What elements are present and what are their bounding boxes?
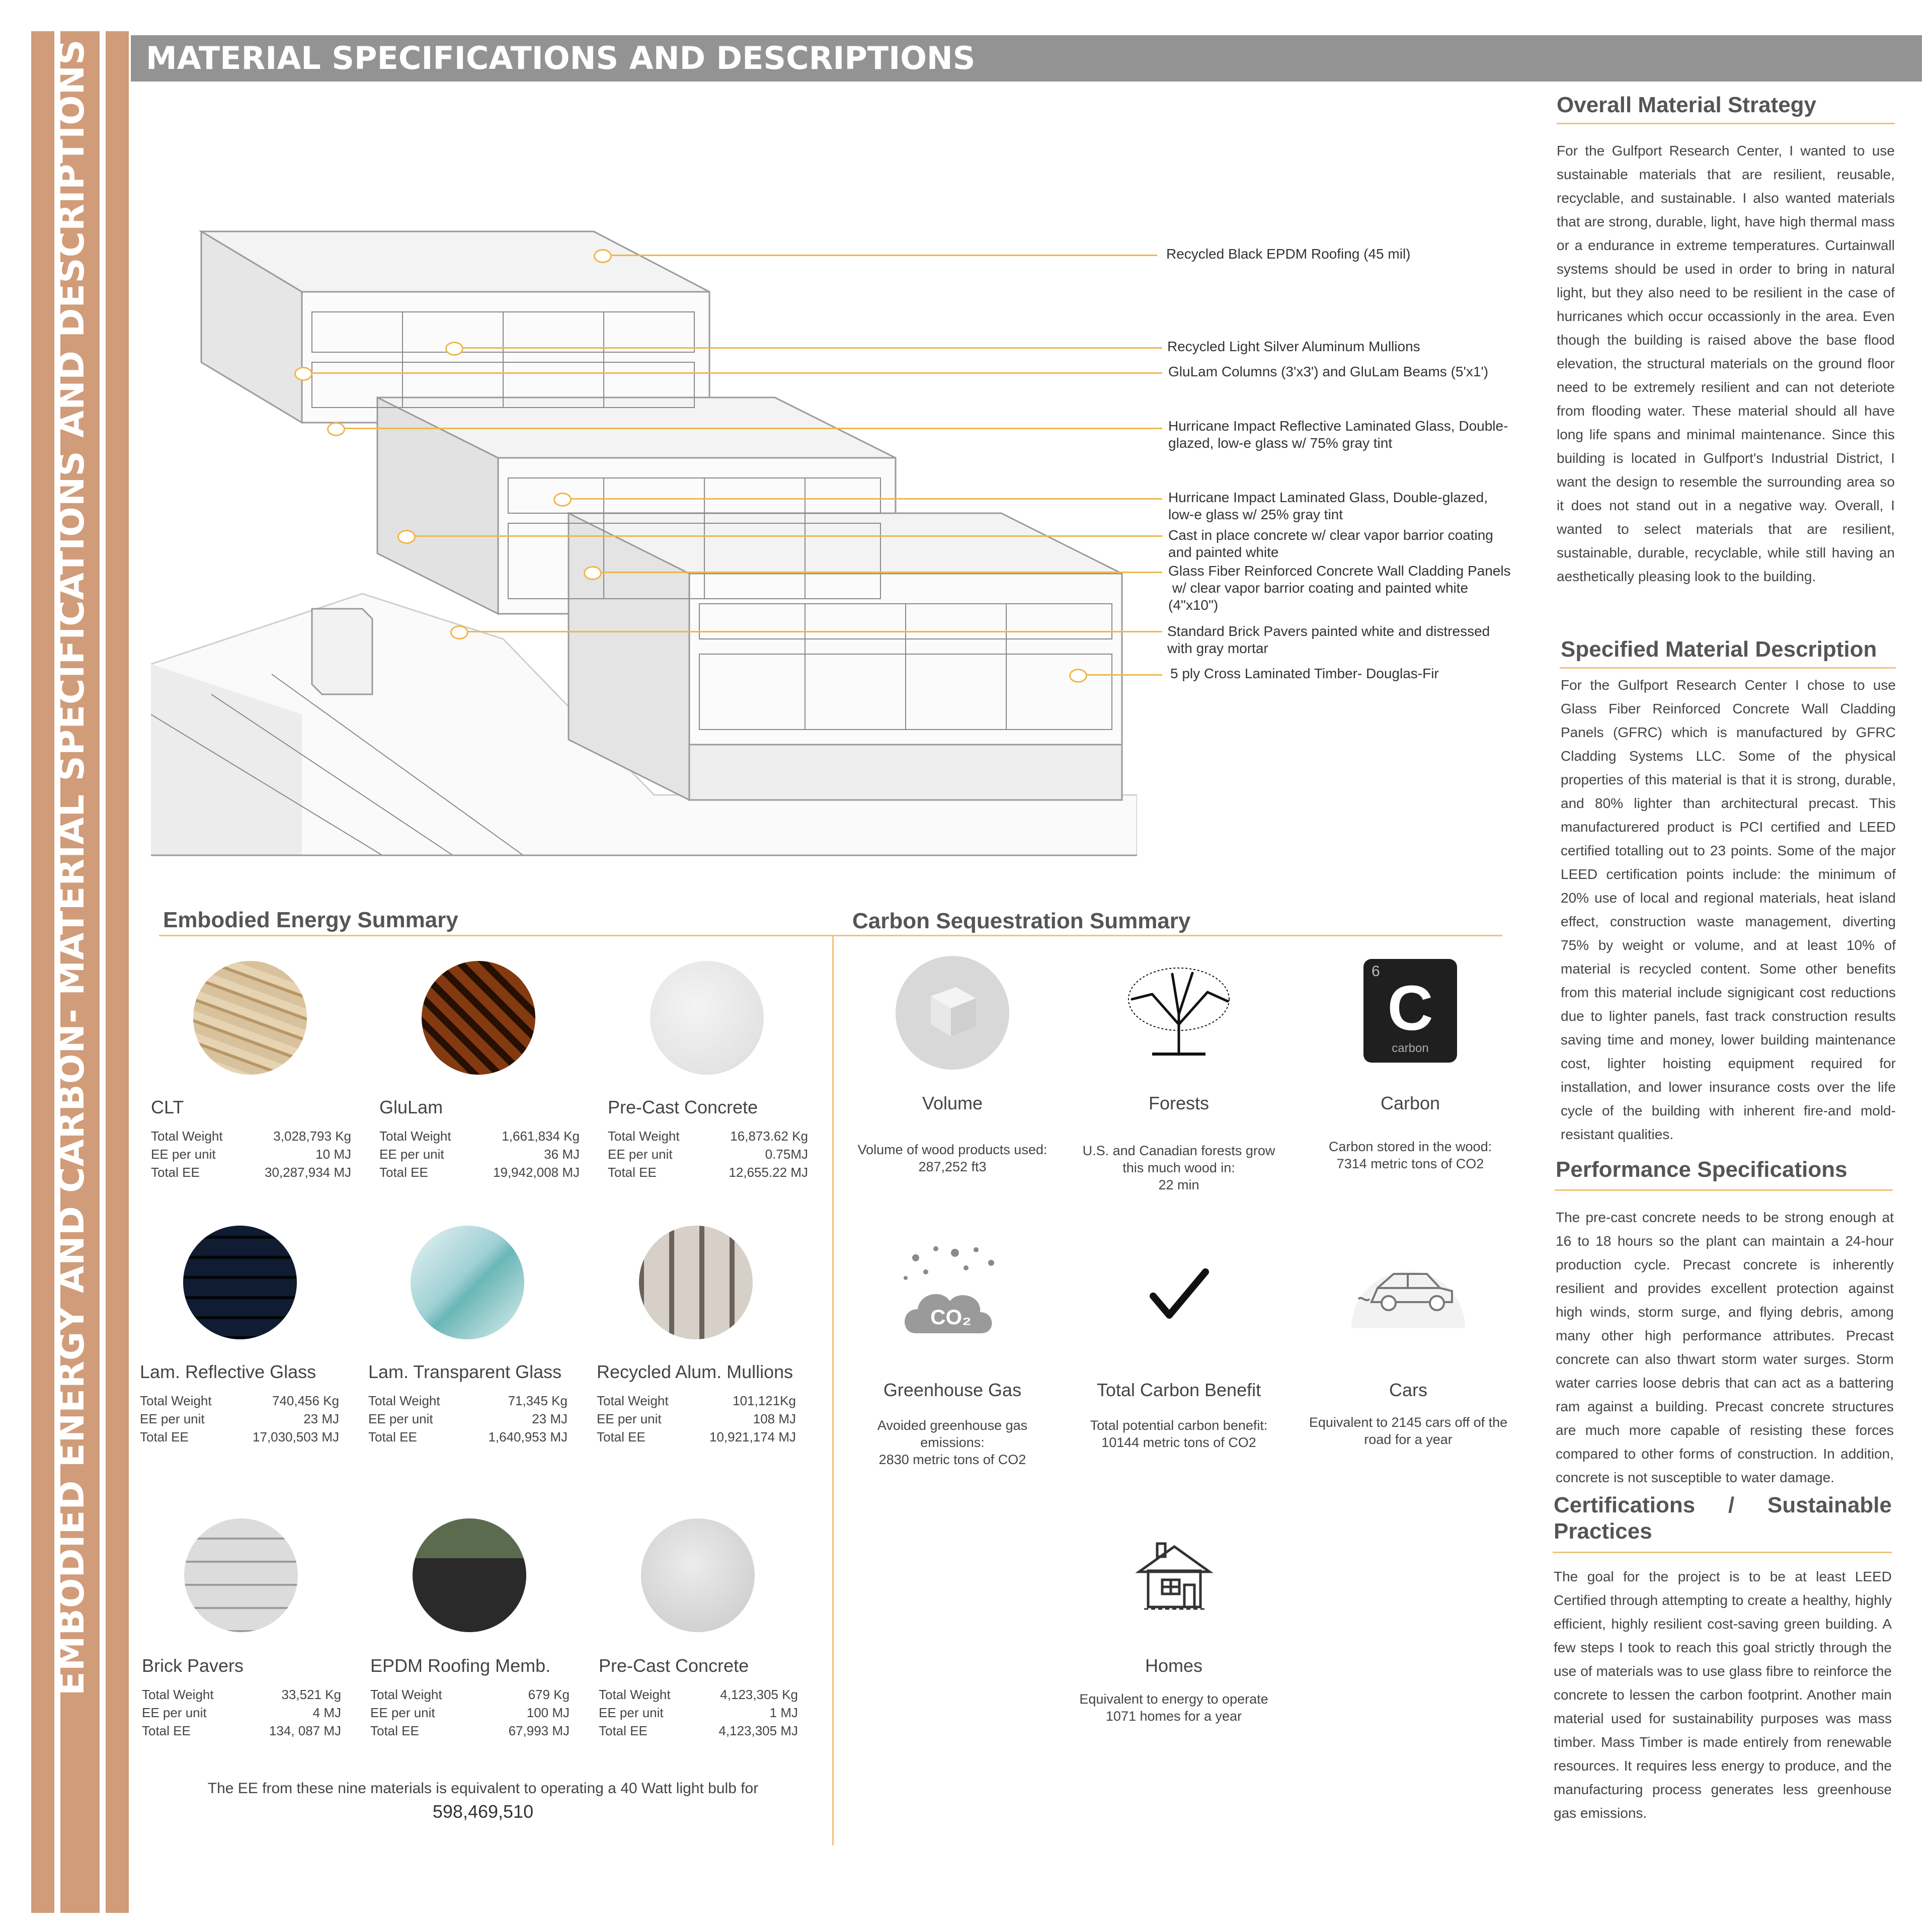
house-icon [1134, 1542, 1215, 1612]
tree-icon [1122, 959, 1236, 1060]
material-stats: Total Weight 679 Kg EE per unit 100 MJ Total EE 67,993 MJ [370, 1687, 570, 1738]
mullions-image [639, 1226, 753, 1339]
material-stats: Total Weight 3,028,793 Kg EE per unit 10 MJ Total EE 30,287,934 MJ [151, 1129, 351, 1180]
section-rule [833, 935, 1502, 936]
heading-rule [1555, 1189, 1893, 1191]
performance-heading: Performance Specifications [1556, 1157, 1847, 1182]
carbon-element-icon [1363, 959, 1457, 1063]
heading-rule [1560, 667, 1896, 669]
carbon-icon-word: carbon [1392, 1041, 1429, 1055]
co2-label: CO₂ [930, 1305, 972, 1329]
carbon-item-desc: Equivalent to energy to operate 1071 homes for a year [1079, 1692, 1268, 1724]
callout-marker [450, 625, 468, 639]
precast-concrete-image [650, 961, 764, 1075]
material-name: CLT [151, 1097, 184, 1117]
building-axonometric-drawing [151, 211, 1137, 865]
epdm-roofing-image [413, 1518, 526, 1632]
material-stats: Total Weight 71,345 Kg EE per unit 23 MJ Total EE 1,640,953 MJ [368, 1393, 568, 1444]
certifications-heading: Certifications / Sustainable Practices [1554, 1493, 1892, 1544]
transparent-glass-image [411, 1226, 524, 1339]
strategy-heading: Overall Material Strategy [1557, 93, 1817, 117]
carbon-item-desc: Avoided greenhouse gas emissions: 2830 metric tons of CO2 [877, 1418, 1028, 1467]
leader-line [405, 535, 1162, 537]
carbon-item-name: Forests [1148, 1093, 1210, 1113]
carbon-item-name: Total Carbon Benefit [1096, 1380, 1261, 1400]
callout-marker [553, 493, 572, 507]
brick-pavers-image [184, 1518, 298, 1632]
carbon-item-desc: Equivalent to 2145 cars off of the road for a year [1309, 1415, 1508, 1447]
carbon-item-name: Carbon [1380, 1093, 1440, 1113]
car-icon [1351, 1243, 1465, 1328]
callout-marker [327, 422, 345, 436]
carbon-sequestration-heading: Carbon Sequestration Summary [852, 909, 1191, 933]
side-title: EMBODIED ENERGY AND CARBON- MATERIAL SPECIFICATIONS AND DESCRIPTIONS [51, 39, 92, 1696]
callout-clt: 5 ply Cross Laminated Timber- Douglas-Fir [1170, 666, 1439, 681]
material-name: EPDM Roofing Memb. [370, 1655, 551, 1676]
leader-line [1077, 674, 1162, 676]
leader-line [302, 372, 1162, 374]
ee-equivalence-note: The EE from these nine materials is equivalent to operating a 40 Watt light bulb for [207, 1780, 759, 1797]
callout-laminated-glass: Hurricane Impact Laminated Glass, Double-glazed, low-e glass w/ 25% gray tint [1168, 490, 1488, 522]
callout-marker [397, 530, 416, 544]
callout-marker [1069, 669, 1087, 683]
carbon-item-name: Volume [922, 1093, 983, 1113]
carbon-item-name: Greenhouse Gas [883, 1380, 1022, 1400]
material-name: Lam. Transparent Glass [368, 1361, 562, 1382]
leader-line [453, 347, 1162, 349]
leader-line [591, 572, 1162, 573]
callout-cast-concrete: Cast in place concrete w/ clear vapor barrior coating and painted white [1168, 527, 1493, 560]
embodied-energy-heading: Embodied Energy Summary [163, 908, 458, 932]
material-stats: Total Weight 740,456 Kg EE per unit 23 MJ Total EE 17,030,503 MJ [140, 1393, 339, 1444]
page-title: MATERIAL SPECIFICATIONS AND DESCRIPTIONS [146, 40, 976, 76]
callout-aluminum-mullions: Recycled Light Silver Aluminum Mullions [1167, 339, 1420, 354]
carbon-item-desc: Volume of wood products used: 287,252 ft3 [857, 1142, 1048, 1174]
callout-marker [584, 566, 602, 580]
precast-concrete-image [641, 1518, 755, 1632]
heading-rule [1557, 123, 1895, 124]
column-divider [832, 935, 834, 1845]
callout-marker [294, 367, 312, 381]
carbon-item-desc: Carbon stored in the wood: 7314 metric tons of CO2 [1328, 1139, 1492, 1171]
carbon-item-desc: Total potential carbon benefit: 10144 metric tons of CO2 [1090, 1418, 1268, 1450]
callout-gfrc-panels: Glass Fiber Reinforced Concrete Wall Cladding Panels w/ clear vapor barrior coating and painted white (4"x10") [1168, 563, 1511, 613]
specified-text: For the Gulfport Research Center I chose to use Glass Fiber Reinforced Concrete Wall Cladding Panels (GFRC) which is manufactured by GFRC Cladding Systems LLC. Some of the physical properties of this material is that it is strong, durable, and 80% lighter than architectural precast. This manufacturered product is PCI certified and LEED certified totalling out to 23 points. Some of the major LEED certification points include: the minimum of 20% use of local and regional materials, heat island effect, construction waste management, diverting 75% by weight or volume, and at least 10% of material is recycled content. Some other benefits from this material include signigicant cost reductions due to lighter panels, fast track construction results saving time and money, lower building maintenance cost, lighter hoisting equipment required for installation, and lower insurance costs over the life cycle of the building with inherent fire-and mold- resistant qualities. [1561, 677, 1896, 1142]
callout-reflective-glass: Hurricane Impact Reflective Laminated Glass, Double- glazed, low-e glass w/ 75% gray tint [1168, 418, 1508, 451]
leader-line [458, 631, 1162, 632]
callout-brick-pavers: Standard Brick Pavers painted white and distressed with gray mortar [1167, 623, 1490, 656]
ee-equivalence-value: 598,469,510 [432, 1801, 534, 1822]
specified-heading: Specified Material Description [1561, 637, 1877, 662]
carbon-item-name: Homes [1145, 1655, 1203, 1676]
material-name: Pre-Cast Concrete [599, 1655, 749, 1676]
material-stats: Total Weight 1,661,834 Kg EE per unit 36 MJ Total EE 19,942,008 MJ [379, 1129, 580, 1180]
callout-glulam: GluLam Columns (3'x3') and GluLam Beams (5'x1') [1168, 364, 1489, 379]
cube-icon [896, 956, 1009, 1070]
leader-line [604, 255, 1157, 256]
material-stats: Total Weight 33,521 Kg EE per unit 4 MJ Total EE 134, 087 MJ [142, 1687, 341, 1738]
callout-marker [594, 249, 612, 263]
material-name: Pre-Cast Concrete [608, 1097, 758, 1117]
heading-rule [1553, 1552, 1892, 1553]
material-stats: Total Weight 4,123,305 Kg EE per unit 1 MJ Total EE 4,123,305 MJ [599, 1687, 798, 1738]
material-stats: Total Weight 16,873.62 Kg EE per unit 0.75MJ Total EE 12,655.22 MJ [608, 1129, 808, 1180]
performance-text: The pre-cast concrete needs to be strong enough at 16 to 18 hours so the plant can maintain a 24-hour production cycle. Precast concrete is inherently resilient and provides excellent protection against high winds, storm surge, and flying debris, among many other high performance attributes. Precast concrete can also thwart storm water surges. Storm water carries loose debris that can act as a battering ram against a building. Precast concrete structures are much more capable of resisting these forces compared to other forms of construction. In addition, concrete is not susceptible to water damage. [1556, 1210, 1894, 1485]
section-rule [159, 935, 833, 936]
callout-marker [445, 342, 463, 356]
clt-image [193, 961, 307, 1075]
material-name: Recycled Alum. Mullions [597, 1361, 793, 1382]
material-stats: Total Weight 101,121Kg EE per unit 108 MJ Total EE 10,921,174 MJ [597, 1393, 796, 1444]
material-name: Lam. Reflective Glass [140, 1361, 316, 1382]
checkmark-icon [1143, 1265, 1214, 1325]
leader-line [561, 498, 1162, 500]
co2-cloud-icon [896, 1243, 1006, 1338]
callout-epdm-roofing: Recycled Black EPDM Roofing (45 mil) [1166, 246, 1411, 262]
material-name: Brick Pavers [142, 1655, 244, 1676]
certifications-text: The goal for the project is to be at least LEED Certified through attempting to create a healthy, highly efficient, highly resilient cost-saving green building. A few steps I took to reach this goal strictly through the use of materials was to use glass fibre to reinforce the concrete to lessen the carbon footprint. Another main material used for sustainability purposes was mass timber. Mass Timber is made entirely from renewable resources. It requires less energy to produce, and the manufacturing process generates less greenhouse gas emissions. [1554, 1569, 1892, 1821]
leader-line [335, 428, 1162, 429]
glulam-image [422, 961, 535, 1075]
carbon-item-name: Cars [1389, 1380, 1427, 1400]
accent-bar-right [106, 31, 129, 1913]
carbon-item-desc: U.S. and Canadian forests grow this much wood in: 22 min [1082, 1143, 1275, 1192]
carbon-icon-number: 6 [1372, 963, 1380, 980]
material-name: GluLam [379, 1097, 443, 1117]
strategy-text: For the Gulfport Research Center, I wanted to use sustainable materials that are resilient, reusable, recyclable, and sustainable. I also wanted materials that are strong, durable, light, have high thermal mass or a endurance in extreme temperatures. Curtainwall systems should be used in order to bring in natural light, but they also need to be resilient in the case of hurricanes which occur occassionly in the area. Even though the building is raised above the base flood elevation, the structural materials on the ground floor need to be extremely resilient and can not deteriote from flooding water. These material should all have long life spans and minimal maintenance. Since this building is located in Gulfport's Industrial District, I want the design to resemble the surrounding area so it does not stand out in a negative way. Overall, I wanted to select materials that are resilient, sustainable, durable, recyclable, while still having an aesthetically pleasing look to the building. [1557, 143, 1895, 584]
reflective-glass-image [183, 1226, 297, 1339]
carbon-icon-letter: C [1387, 973, 1433, 1043]
